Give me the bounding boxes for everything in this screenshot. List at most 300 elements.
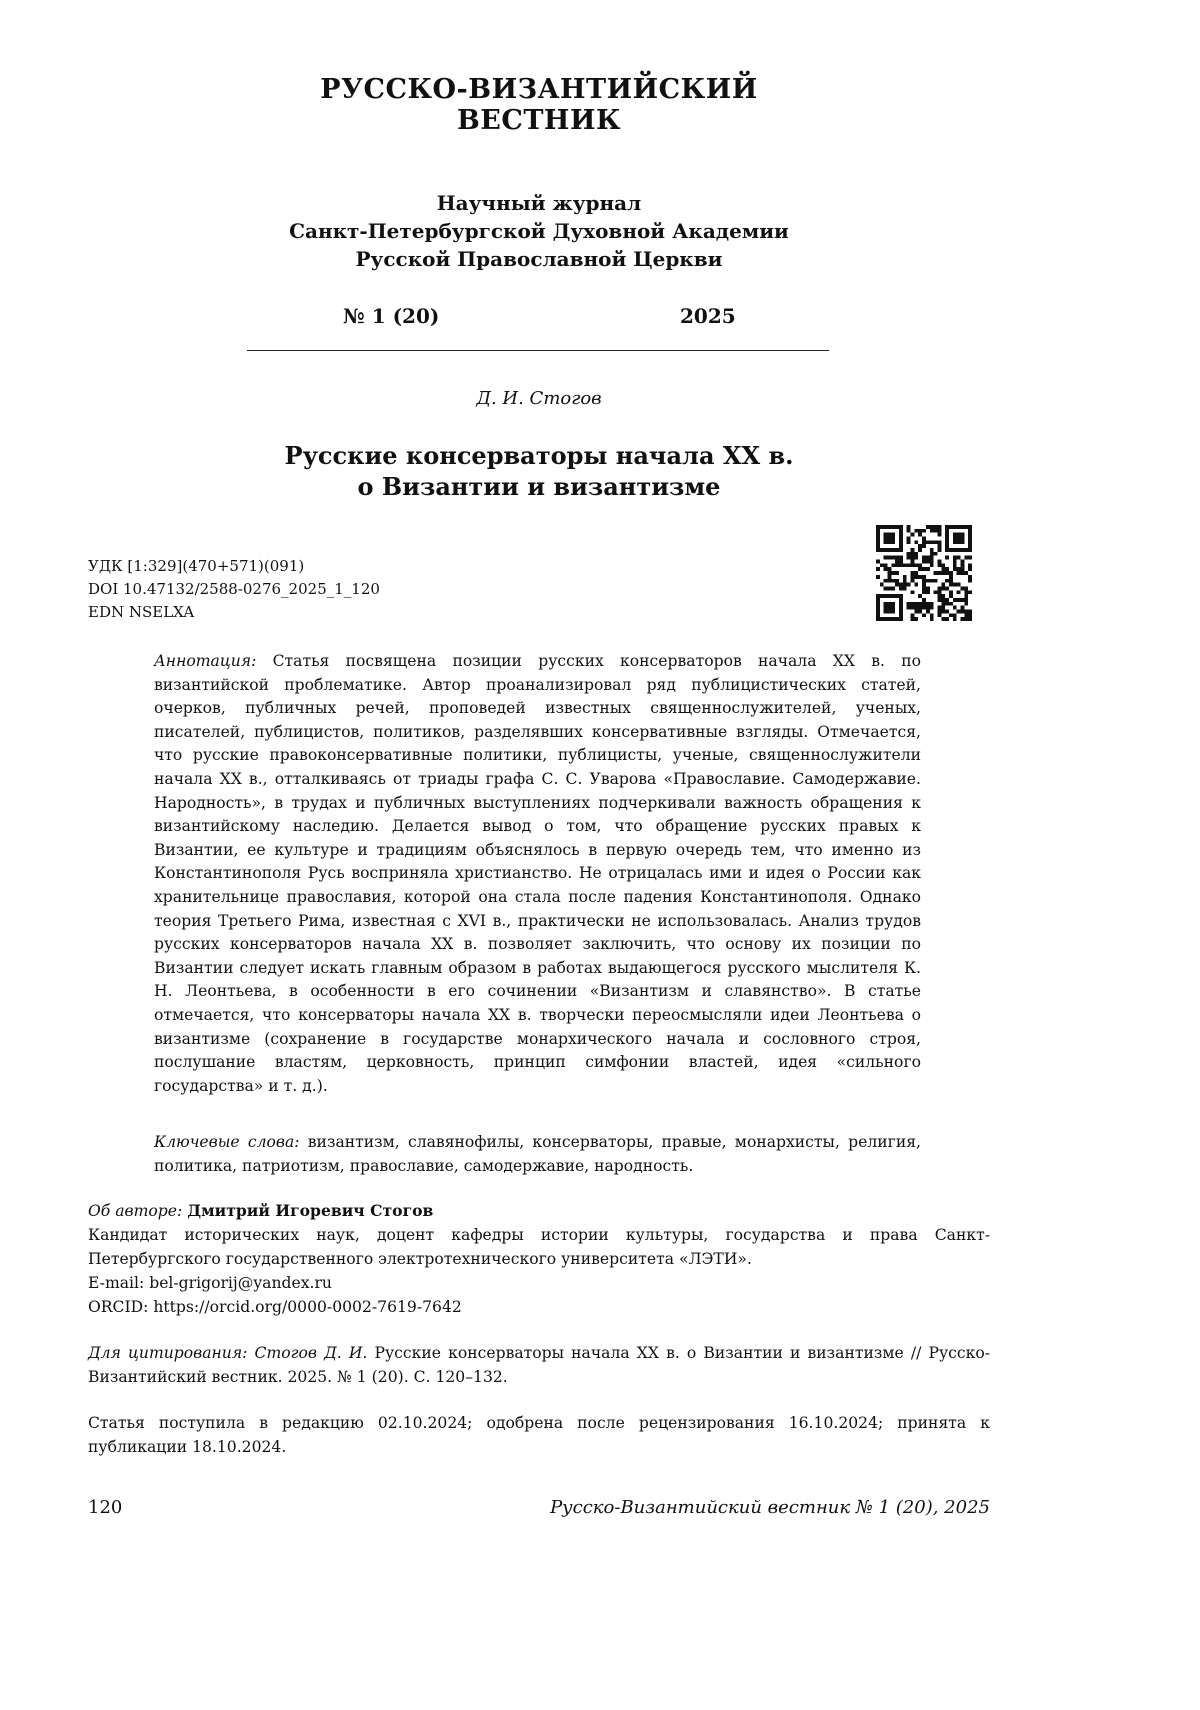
qr-module — [918, 544, 922, 548]
qr-module — [968, 579, 972, 583]
qr-module — [930, 606, 934, 610]
qr-module — [941, 571, 945, 575]
qr-module — [884, 579, 888, 583]
qr-module — [899, 529, 903, 533]
qr-module — [953, 583, 957, 587]
qr-module — [926, 567, 930, 571]
qr-module — [964, 609, 968, 613]
qr-module — [903, 563, 907, 567]
abstract-label: Аннотация: — [154, 652, 257, 670]
qr-module — [937, 598, 941, 602]
article-identifiers — [88, 555, 588, 624]
qr-module — [903, 575, 907, 579]
citation — [88, 1341, 990, 1389]
qr-module — [876, 540, 880, 544]
qr-module — [891, 586, 895, 590]
qr-module — [957, 567, 961, 571]
qr-module — [884, 556, 888, 560]
qr-module — [884, 548, 888, 552]
qr-module — [949, 590, 953, 594]
qr-module — [926, 602, 930, 606]
qr-module — [960, 533, 964, 537]
qr-module — [911, 533, 915, 537]
qr-module — [934, 529, 938, 533]
qr-module — [934, 571, 938, 575]
qr-module — [888, 617, 892, 621]
qr-module — [960, 609, 964, 613]
qr-module — [945, 556, 949, 560]
qr-module — [899, 583, 903, 587]
qr-module — [899, 586, 903, 590]
qr-module — [876, 537, 880, 541]
qr-module — [937, 533, 941, 537]
qr-module — [937, 563, 941, 567]
qr-module — [968, 548, 972, 552]
qr-module — [895, 556, 899, 560]
qr-module — [930, 617, 934, 621]
qr-module — [899, 602, 903, 606]
qr-module — [945, 579, 949, 583]
qr-module — [907, 563, 911, 567]
qr-module — [953, 613, 957, 617]
qr-module — [941, 583, 945, 587]
qr-module — [934, 552, 938, 556]
qr-module — [930, 556, 934, 560]
qr-module — [918, 563, 922, 567]
qr-module — [957, 583, 961, 587]
qr-module — [922, 606, 926, 610]
qr-module — [903, 586, 907, 590]
qr-module — [960, 598, 964, 602]
qr-module — [941, 606, 945, 610]
qr-module — [876, 609, 880, 613]
about-author — [88, 1199, 990, 1319]
author-orcid-row — [88, 1295, 990, 1319]
qr-module — [953, 598, 957, 602]
qr-module — [937, 529, 941, 533]
qr-module — [891, 602, 895, 606]
qr-module — [911, 613, 915, 617]
qr-module — [899, 525, 903, 529]
issue-number: № 1 (20) — [343, 304, 440, 328]
qr-module — [914, 575, 918, 579]
journal-subtitle-line-1: Научный журнал — [436, 191, 642, 215]
qr-module — [968, 540, 972, 544]
qr-module — [945, 529, 949, 533]
qr-module — [953, 567, 957, 571]
qr-module — [957, 548, 961, 552]
qr-module — [937, 540, 941, 544]
email-label: E-mail: — [88, 1274, 150, 1292]
qr-module — [888, 575, 892, 579]
qr-module — [914, 602, 918, 606]
qr-module — [918, 575, 922, 579]
qr-module — [907, 602, 911, 606]
qr-module — [907, 556, 911, 560]
qr-module — [876, 606, 880, 610]
qr-module — [899, 540, 903, 544]
qr-module — [888, 606, 892, 610]
journal-subtitle-line-3: Русской Православной Церкви — [355, 247, 723, 271]
qr-module — [911, 606, 915, 610]
qr-module — [891, 556, 895, 560]
qr-module — [914, 556, 918, 560]
qr-module — [884, 586, 888, 590]
qr-module — [876, 617, 880, 621]
article-title-line-2: о Византии и византизме — [357, 472, 721, 501]
qr-module — [968, 525, 972, 529]
qr-module — [934, 540, 938, 544]
qr-module — [949, 548, 953, 552]
qr-module — [888, 556, 892, 560]
qr-module — [960, 525, 964, 529]
qr-module — [964, 594, 968, 598]
qr-module — [922, 583, 926, 587]
qr-module — [880, 548, 884, 552]
qr-module — [926, 606, 930, 610]
qr-code-graphic — [876, 525, 972, 621]
qr-module — [937, 525, 941, 529]
qr-module — [899, 598, 903, 602]
qr-module — [891, 594, 895, 598]
qr-module — [884, 563, 888, 567]
qr-module — [926, 586, 930, 590]
qr-module — [899, 533, 903, 537]
qr-module — [884, 594, 888, 598]
qr-module — [899, 556, 903, 560]
qr-module — [968, 613, 972, 617]
qr-module — [914, 540, 918, 544]
qr-module — [930, 552, 934, 556]
qr-module — [922, 537, 926, 541]
qr-module — [960, 560, 964, 564]
qr-module — [937, 606, 941, 610]
footer-page-number: 120 — [88, 1497, 123, 1518]
qr-module — [922, 602, 926, 606]
qr-module — [911, 617, 915, 621]
qr-module — [968, 544, 972, 548]
qr-module — [945, 586, 949, 590]
abstract — [154, 650, 921, 1098]
qr-module — [888, 579, 892, 583]
qr-module — [957, 598, 961, 602]
author-email[interactable]: bel-grigorij@yandex.ru — [149, 1274, 332, 1292]
qr-module — [953, 540, 957, 544]
qr-module — [949, 602, 953, 606]
author-email-row — [88, 1271, 990, 1295]
qr-module — [968, 529, 972, 533]
qr-module — [930, 560, 934, 564]
journal-title-line-1: РУССКО-ВИЗАНТИЙСКИЙ — [320, 74, 758, 105]
qr-module — [884, 617, 888, 621]
qr-module — [888, 567, 892, 571]
qr-module — [891, 617, 895, 621]
journal-title-line-2: ВЕСТНИК — [456, 105, 622, 136]
qr-module — [964, 613, 968, 617]
qr-module — [876, 533, 880, 537]
qr-module — [930, 525, 934, 529]
qr-module — [964, 617, 968, 621]
qr-module — [945, 602, 949, 606]
qr-module — [911, 556, 915, 560]
qr-module — [918, 529, 922, 533]
qr-module — [968, 533, 972, 537]
qr-module — [891, 537, 895, 541]
qr-module — [926, 560, 930, 564]
journal-subtitle — [0, 189, 1078, 273]
qr-module — [930, 613, 934, 617]
qr-module — [960, 571, 964, 575]
received-dates: Статья поступила в редакцию 02.10.2024; одобрена после рецензирования 16.10.2024; принята к публикации 18.10.2024. — [88, 1414, 990, 1456]
qr-module — [957, 540, 961, 544]
qr-module — [880, 583, 884, 587]
qr-module — [941, 602, 945, 606]
qr-module — [945, 567, 949, 571]
qr-module — [907, 525, 911, 529]
qr-module — [888, 525, 892, 529]
qr-module — [945, 537, 949, 541]
abstract-text: Статья посвящена позиции русских консерваторов начала XX в. по византийской проблематике. Автор проанализировал ряд публицистических статей, очерков, публичных речей, проповедей известных священнослужителей, ученых, писателей, публицистов, политиков, разделявших консервативные взгляды. Отмечается, что русские правоконсервативные политики, публицисты, ученые, священнослужители начала XX в., отталкиваясь от триады графа С. С. Уварова «Православие. Самодержавие. Народность», в трудах и публичных выступлениях подчеркивали важность обращения к византийскому наследию. Делается вывод о том, что обращение русских правых к Византии, ее культуре и традициям объяснялось в первую очередь тем, что именно из Константинополя Русь восприняла христианство. Не отрицалась ими и идея о России как хранительнице православия, которой она стала после падения Константинополя. Однако теория Третьего Рима, известная с XVI в., практически не использовалась. Анализ трудов русских консерваторов начала XX в. позволяет заключить, что основу их позиции по Византии следует искать главным образом в работах выдающегося русского мыслителя К. Н. Леонтьева, в особенности в его сочинении «Византизм и славянство». В статье отмечается, что консерваторы начала XX в. творчески переосмысляли идеи Леонтьева о византизме (сохранение в государстве монархического начала и сословного строя, послушание властям, церковность, принцип симфонии властей, идея «сильного государства» и т. д.). — [154, 652, 921, 1095]
qr-module — [922, 529, 926, 533]
qr-module — [941, 567, 945, 571]
journal-title — [0, 74, 1078, 136]
qr-module — [930, 540, 934, 544]
qr-module — [941, 563, 945, 567]
qr-module — [884, 609, 888, 613]
qr-module — [876, 594, 880, 598]
qr-module — [899, 606, 903, 610]
qr-module — [903, 579, 907, 583]
qr-module — [911, 602, 915, 606]
qr-module — [899, 609, 903, 613]
qr-module — [960, 606, 964, 610]
qr-module — [891, 548, 895, 552]
qr-module — [911, 560, 915, 564]
qr-module — [957, 556, 961, 560]
qr-module — [957, 609, 961, 613]
qr-module — [934, 590, 938, 594]
article-title-line-1: Русские консерваторы начала XX в. — [284, 441, 794, 470]
qr-module — [964, 571, 968, 575]
qr-module — [907, 540, 911, 544]
qr-module — [899, 548, 903, 552]
qr-module — [888, 533, 892, 537]
qr-module — [945, 609, 949, 613]
qr-module — [941, 586, 945, 590]
qr-module — [937, 609, 941, 613]
qr-module — [907, 529, 911, 533]
qr-module — [876, 598, 880, 602]
qr-module — [922, 575, 926, 579]
qr-module — [888, 540, 892, 544]
qr-module — [968, 556, 972, 560]
qr-module — [891, 609, 895, 613]
qr-module — [895, 560, 899, 564]
qr-module — [914, 563, 918, 567]
author-affiliation: Кандидат исторических наук, доцент кафедры истории культуры, государства и права Санкт-Петербургского государственного электротехнического университета «ЛЭТИ». — [88, 1226, 990, 1268]
qr-module — [914, 609, 918, 613]
qr-module — [918, 594, 922, 598]
qr-module — [937, 548, 941, 552]
qr-module — [911, 571, 915, 575]
qr-module — [964, 586, 968, 590]
qr-module — [891, 606, 895, 610]
qr-module — [914, 571, 918, 575]
qr-module — [876, 544, 880, 548]
keywords — [154, 1131, 921, 1178]
qr-module — [922, 540, 926, 544]
qr-module — [960, 617, 964, 621]
qr-module — [876, 575, 880, 579]
qr-module — [926, 525, 930, 529]
qr-module — [884, 525, 888, 529]
qr-module — [968, 567, 972, 571]
qr-module — [941, 609, 945, 613]
qr-module — [960, 563, 964, 567]
qr-module — [957, 571, 961, 575]
qr-module — [922, 556, 926, 560]
qr-module — [953, 606, 957, 610]
about-author-label: Об авторе: — [88, 1202, 183, 1220]
qr-module — [876, 525, 880, 529]
qr-module — [922, 613, 926, 617]
article-title — [0, 440, 1078, 502]
qr-module — [880, 594, 884, 598]
qr-module — [953, 533, 957, 537]
qr-module — [895, 583, 899, 587]
article-author: Д. И. Стогов — [476, 388, 602, 409]
qr-module — [888, 548, 892, 552]
footer-journal-ref: Русско-Византийский вестник № 1 (20), 2025 — [550, 1497, 990, 1518]
qr-module — [888, 586, 892, 590]
qr-module — [953, 548, 957, 552]
keywords-text: византизм, славянофилы, консерваторы, правые, монархисты, религия, политика, патриотизм, православие, самодержавие, народность. — [154, 1133, 922, 1175]
qr-module — [918, 548, 922, 552]
qr-module — [895, 571, 899, 575]
qr-module — [953, 525, 957, 529]
qr-module — [968, 609, 972, 613]
qr-module — [957, 590, 961, 594]
edn: EDN NSELXA — [88, 603, 195, 621]
qr-module — [937, 590, 941, 594]
qr-module — [884, 537, 888, 541]
qr-module — [911, 590, 915, 594]
qr-module — [930, 548, 934, 552]
qr-module — [937, 560, 941, 564]
qr-module — [968, 617, 972, 621]
qr-module — [922, 579, 926, 583]
qr-module — [937, 586, 941, 590]
qr-module — [911, 552, 915, 556]
qr-module — [964, 602, 968, 606]
qr-module — [888, 594, 892, 598]
qr-module — [884, 606, 888, 610]
author-orcid[interactable]: https://orcid.org/0000-0002-7619-7642 — [153, 1298, 462, 1316]
qr-module — [922, 598, 926, 602]
qr-module — [899, 537, 903, 541]
qr-module — [888, 571, 892, 575]
keywords-label: Ключевые слова: — [154, 1133, 300, 1151]
qr-module — [895, 617, 899, 621]
qr-module — [926, 579, 930, 583]
qr-module — [960, 586, 964, 590]
qr-module — [922, 590, 926, 594]
qr-module — [949, 525, 953, 529]
qr-module — [888, 602, 892, 606]
qr-module — [918, 567, 922, 571]
qr-module — [968, 590, 972, 594]
qr-module — [918, 609, 922, 613]
qr-module — [891, 540, 895, 544]
qr-module — [876, 613, 880, 617]
qr-module — [953, 563, 957, 567]
qr-module — [888, 609, 892, 613]
qr-module — [941, 617, 945, 621]
qr-module — [926, 590, 930, 594]
qr-module — [880, 525, 884, 529]
qr-module — [941, 598, 945, 602]
orcid-label: ORCID: — [88, 1298, 154, 1316]
qr-module — [914, 617, 918, 621]
qr-module — [895, 579, 899, 583]
qr-module — [964, 590, 968, 594]
qr-module — [945, 533, 949, 537]
qr-module — [949, 579, 953, 583]
qr-module — [922, 586, 926, 590]
qr-module — [945, 525, 949, 529]
qr-module — [907, 537, 911, 541]
qr-module — [930, 529, 934, 533]
qr-module — [891, 533, 895, 537]
qr-module — [968, 575, 972, 579]
qr-module — [953, 617, 957, 621]
qr-module — [903, 583, 907, 587]
qr-module — [949, 575, 953, 579]
qr-module — [953, 537, 957, 541]
qr-module — [937, 571, 941, 575]
qr-module — [895, 525, 899, 529]
qr-module — [876, 602, 880, 606]
qr-module — [907, 583, 911, 587]
qr-module — [914, 552, 918, 556]
qr-module — [930, 563, 934, 567]
qr-module — [914, 529, 918, 533]
qr-module — [964, 525, 968, 529]
qr-module — [968, 537, 972, 541]
qr-module — [884, 567, 888, 571]
qr-module — [899, 544, 903, 548]
doi[interactable]: DOI 10.47132/2588-0276_2025_1_120 — [88, 580, 380, 598]
qr-module — [930, 602, 934, 606]
qr-module — [960, 537, 964, 541]
qr-module — [876, 560, 880, 564]
qr-module — [964, 556, 968, 560]
qr-module — [888, 537, 892, 541]
qr-module — [899, 560, 903, 564]
qr-module — [914, 583, 918, 587]
qr-module — [957, 537, 961, 541]
qr-code-icon[interactable] — [876, 525, 972, 621]
qr-module — [911, 548, 915, 552]
qr-module — [953, 560, 957, 564]
qr-module — [957, 533, 961, 537]
citation-text: Русские консерваторы начала XX в. о Византии и византизме // Русско-Византийский вестник. 2025. № 1 (20). С. 120–132. — [88, 1344, 990, 1386]
qr-module — [891, 571, 895, 575]
qr-module — [949, 583, 953, 587]
qr-module — [899, 617, 903, 621]
qr-module — [911, 575, 915, 579]
qr-module — [957, 525, 961, 529]
